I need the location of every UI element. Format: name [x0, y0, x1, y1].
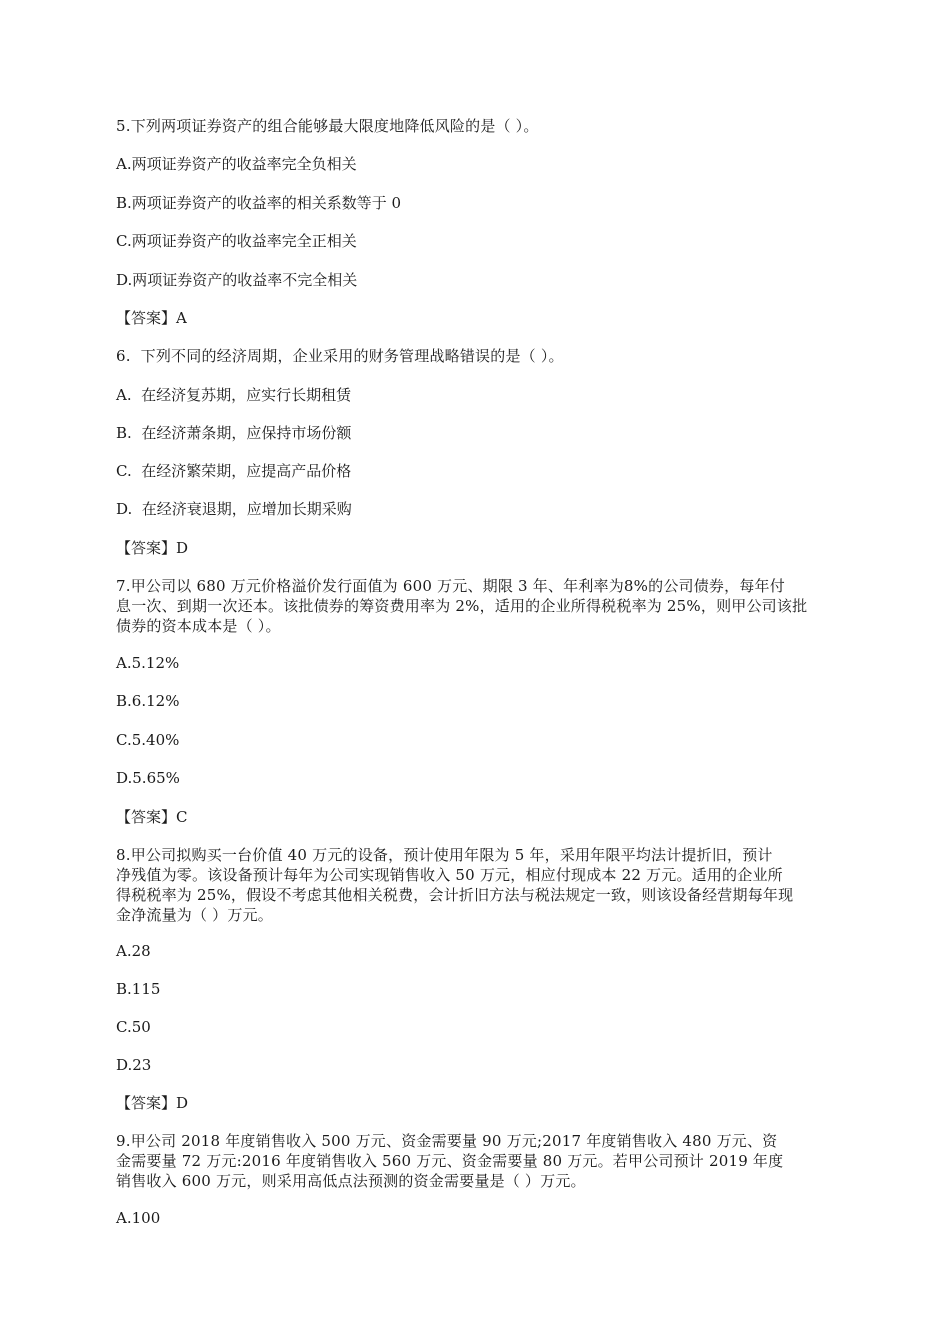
question-5-stem: 5.下列两项证券资产的组合能够最大限度地降低风险的是（ ）。	[116, 117, 539, 135]
question-9-stem-line-2: 金需要量 72 万元:2016 年度销售收入 560 万元、资金需要量 80 万元。若甲公司预计 2019 年度	[116, 1152, 784, 1170]
question-6-stem: 6. 下列不同的经济周期，企业采用的财务管理战略错误的是（ ）。	[116, 347, 564, 365]
question-5-option-c: C.两项证券资产的收益率完全正相关	[116, 232, 357, 250]
question-9-stem-line-3: 销售收入 600 万元，则采用高低点法预测的资金需要量是（ ）万元。	[116, 1172, 586, 1190]
question-7-stem-line-1: 7.甲公司以 680 万元价格溢价发行面值为 600 万元、期限 3 年、年利率为8%的公司债券，每年付	[116, 577, 785, 595]
question-5-option-a: A.两项证券资产的收益率完全负相关	[116, 155, 357, 173]
question-6-option-d: D. 在经济衰退期，应增加长期采购	[116, 500, 352, 518]
question-8-answer: 【答案】D	[116, 1094, 189, 1112]
question-6-option-c: C. 在经济繁荣期，应提高产品价格	[116, 462, 352, 480]
question-8-option-d: D.23	[116, 1056, 152, 1074]
question-7-option-c: C.5.40%	[116, 731, 180, 749]
question-7-stem-line-2: 息一次、到期一次还本。该批债券的筹资费用率为 2%，适用的企业所得税税率为 25%，则甲公司该批	[116, 597, 808, 615]
question-5-option-d: D.两项证券资产的收益率不完全相关	[116, 271, 358, 289]
question-9-option-a: A.100	[116, 1209, 161, 1227]
question-5-answer: 【答案】A	[116, 309, 187, 327]
question-8-option-a: A.28	[116, 942, 151, 960]
question-7-stem-line-3: 债券的资本成本是（ ）。	[116, 617, 281, 635]
question-8-stem-line-1: 8.甲公司拟购买一台价值 40 万元的设备，预计使用年限为 5 年，采用年限平均法计提折旧，预计	[116, 846, 773, 864]
question-6-option-b: B. 在经济萧条期，应保持市场份额	[116, 424, 352, 442]
question-5-option-b: B.两项证券资产的收益率的相关系数等于 0	[116, 194, 402, 212]
question-9-stem-line-1: 9.甲公司 2018 年度销售收入 500 万元、资金需要量 90 万元;2017 年度销售收入 480 万元、资	[116, 1132, 778, 1150]
question-8-stem-line-3: 得税税率为 25%，假设不考虑其他相关税费，会计折旧方法与税法规定一致，则该设备经营期每年现	[116, 886, 794, 904]
question-7-option-a: A.5.12%	[116, 654, 180, 672]
question-6-option-a: A. 在经济复苏期，应实行长期租赁	[116, 386, 352, 404]
question-8-stem-line-4: 金净流量为（ ）万元。	[116, 906, 273, 924]
question-8-stem-line-2: 净残值为零。该设备预计每年为公司实现销售收入 50 万元，相应付现成本 22 万元。适用的企业所	[116, 866, 783, 884]
question-6-answer: 【答案】D	[116, 539, 189, 557]
question-7-option-b: B.6.12%	[116, 692, 180, 710]
question-8-option-b: B.115	[116, 980, 161, 998]
question-7-option-d: D.5.65%	[116, 769, 180, 787]
question-7-answer: 【答案】C	[116, 808, 188, 826]
question-8-option-c: C.50	[116, 1018, 151, 1036]
